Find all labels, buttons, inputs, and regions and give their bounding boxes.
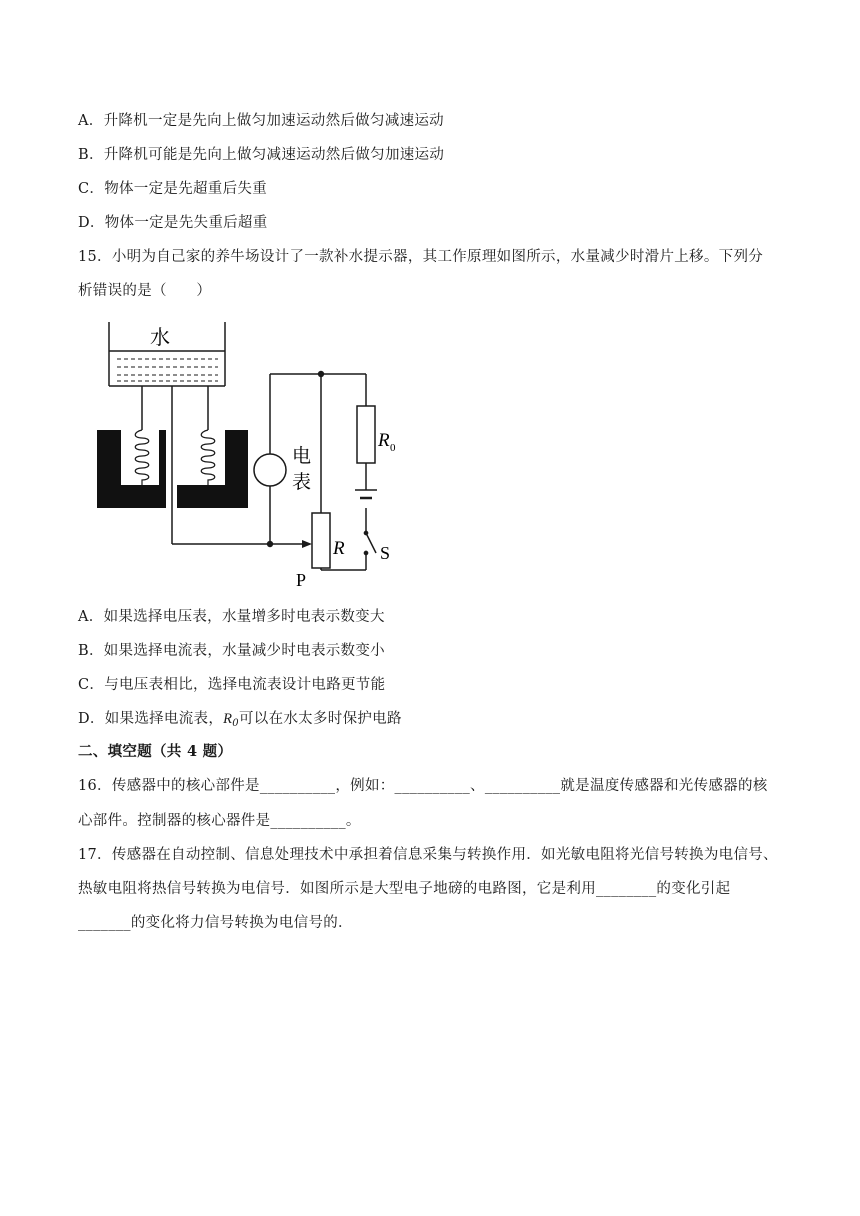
question-15-stem-line2: 析错误的是（ ）	[78, 283, 212, 299]
circuit-diagram	[90, 318, 400, 598]
option-15b: B．如果选择电流表，水量减少时电表示数变小	[78, 643, 385, 659]
option-15d	[78, 709, 402, 734]
meter-circle	[254, 454, 286, 486]
water-label: 水	[150, 327, 170, 349]
spring-left	[135, 430, 149, 488]
switch-contact-bottom	[364, 551, 367, 554]
resistor-r	[312, 513, 330, 568]
r0-label: R	[378, 430, 390, 451]
r0-subscript: 0	[390, 442, 396, 454]
question-17-line3: _______的变化将力信号转换为电信号的．	[78, 915, 353, 931]
s-label: S	[380, 543, 391, 563]
option-14c: C．物体一定是先超重后失重	[78, 181, 267, 197]
option-15a: A．如果选择电压表，水量增多时电表示数变大	[78, 609, 385, 625]
water-ripples	[117, 359, 218, 381]
p-label: P	[296, 570, 307, 590]
spring-right	[201, 430, 215, 488]
option-15d-sub: 0	[232, 718, 239, 729]
question-16-line2: 心部件。控制器的核心器件是__________。	[78, 813, 361, 829]
option-14d: D．物体一定是先失重后超重	[78, 215, 268, 231]
question-15-stem-line1: 15．小明为自己家的养牛场设计了一款补水提示器，其工作原理如图所示，水量减少时滑片上移。下列分	[78, 249, 764, 265]
meter-label-2: 表	[292, 472, 312, 493]
switch-contact-top	[364, 531, 367, 534]
question-17-line2: 热敏电阻将热信号转换为电信号．如图所示是大型电子地磅的电路图，它是利用________的变化引起	[78, 881, 731, 897]
option-15d-var: R	[223, 711, 233, 727]
option-14b: B．升降机可能是先向上做匀减速运动然后做匀加速运动	[78, 147, 445, 163]
r-label: R	[333, 538, 345, 559]
resistor-r0	[357, 406, 375, 463]
option-15d-suffix: 可以在水太多时保护电路	[238, 711, 402, 727]
meter-label-1: 电	[292, 446, 312, 467]
slider-arrow-icon	[302, 540, 312, 548]
junction-dot-top	[318, 371, 324, 377]
question-16-line1: 16．传感器中的核心部件是__________，例如：__________、__________就是温度传感器和光传感器的核	[78, 778, 768, 794]
option-14a: A．升降机一定是先向上做匀加速运动然后做匀减速运动	[78, 113, 444, 129]
question-17-line1: 17．传感器在自动控制、信息处理技术中承担着信息采集与转换作用．如光敏电阻将光信号转换为电信号、	[78, 847, 778, 863]
support-block-right	[177, 430, 248, 508]
option-15c: C．与电压表相比，选择电流表设计电路更节能	[78, 677, 386, 693]
junction-dot-bottom	[267, 541, 273, 547]
section-title: 二、填空题（共 4 题）	[78, 743, 233, 760]
switch-blade	[366, 533, 376, 553]
option-15d-prefix: D．如果选择电流表，	[78, 711, 224, 727]
support-block-left	[97, 430, 166, 508]
